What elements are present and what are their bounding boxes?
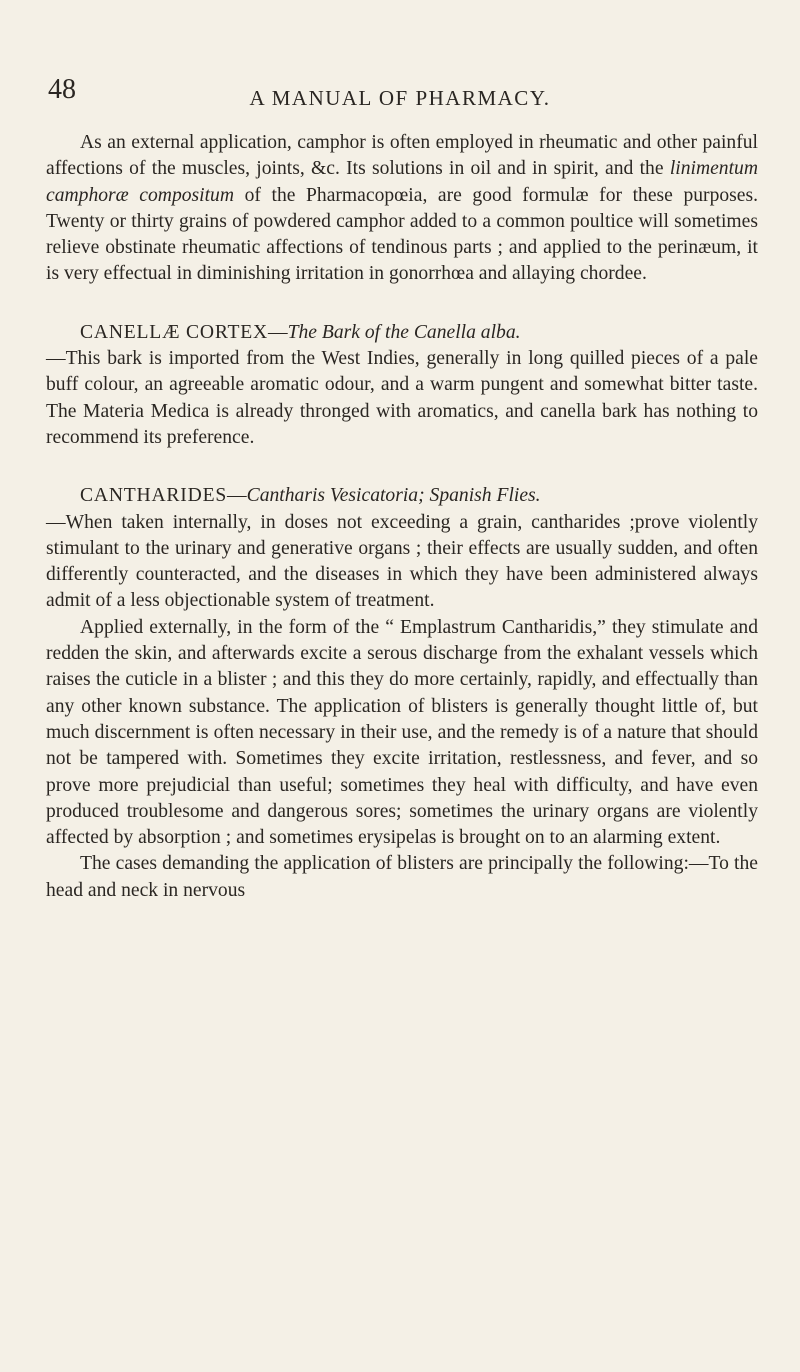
- paragraph-applied-externally: Applied externally, in the form of the “ Emplastrum Cantharidis,” they stimulate and redden the skin, and afterwards excite a serous discharge from the exhalant vessels which raises the cuticle in a blister ; and this they do more certainly, rapidly, and effectually than any other known substance. The application of blisters is generally thought little of, but much discernment is often necessary in their use, and the remedy is of a nature that should not be tampered with. Sometimes they excite irritation, restlessness, and fever, and so prove more prejudicial than useful; sometimes they heal with difficulty, and have even produced troublesome and dangerous sores; sometimes the urinary organs are violently affected by absorption ; and sometimes erysipelas is brought on to an alarming extent.: [46, 616, 758, 849]
- italic-term: linimentum camphoræ compositum: [46, 158, 758, 206]
- entry-heading: CANELLÆ CORTEX: [80, 321, 268, 343]
- entry-canellae-cortex: [46, 320, 758, 451]
- running-head: [48, 74, 752, 118]
- paragraph-camphor-external: [46, 130, 758, 288]
- entry-cantharides: [46, 483, 758, 614]
- entry-text: —When taken internally, in doses not exceeding a grain, cantharides ;prove violently stimulant to the urinary and generative organs ; their effects are usually sudden, and often differently counteracted, and the diseases in which they have been administered always admit of a less objectionable system of treatment.: [46, 511, 758, 612]
- running-title: A MANUAL OF PHARMACY.: [249, 86, 551, 110]
- body-text: [46, 130, 758, 904]
- em-dash: —: [227, 485, 247, 507]
- paragraph-text: of the Pharmacopœia, are good formulæ for these purposes. Twenty or thirty grains of powdered camphor added to a common poultice will sometimes relieve obstinate rheumatic affections of tendinous parts ; and applied to the perinæum, it is very effectual in diminishing irritation in gonorrhœa and allaying chordee.: [46, 184, 759, 285]
- entry-heading: CANTHARIDES: [80, 485, 228, 507]
- paragraph-blister-cases: The cases demanding the application of blisters are principally the following:—To the head and neck in nervous: [46, 853, 758, 901]
- page-number: 48: [48, 74, 76, 105]
- entry-subtitle: Cantharis Vesicatoria; Spanish Flies.: [246, 485, 541, 507]
- em-dash: —: [268, 321, 288, 343]
- entry-text: —This bark is imported from the West Indies, generally in long quilled pieces of a pale buff colour, an agreeable aromatic odour, and a warm pungent and somewhat bitter taste. The Materia Medica is already thronged with aromatics, and canella bark has nothing to recommend its preference.: [46, 348, 758, 448]
- paragraph-text: As an external application, camphor is often employed in rheumatic and other painful affections of the muscles, joints, &c. Its solutions in oil and in spirit, and the: [46, 132, 758, 180]
- entry-subtitle: The Bark of the Canella alba.: [287, 321, 521, 343]
